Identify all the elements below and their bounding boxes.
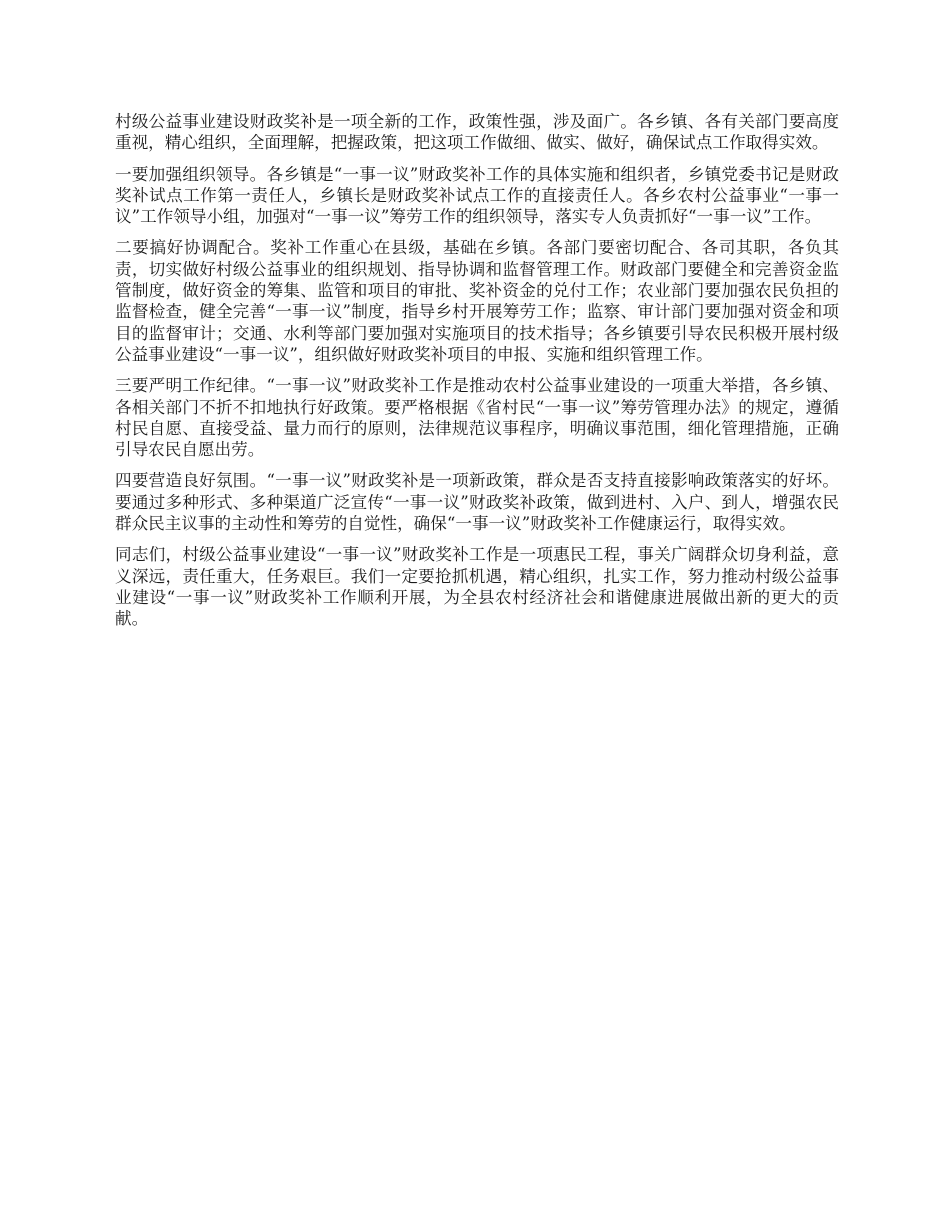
paragraph-discipline: 三要严明工作纪律。“一事一议”财政奖补工作是推动农村公益事业建设的一项重大举措，各乡镇、各相关部门不折不扣地执行好政策。要严格根据《省村民“一事一议”筹劳管理办法》的规定，遵循村民自愿、直接受益、量力而行的原则，法律规范议事程序，明确议事范围，细化管理措施，正确引导农民自愿出劳。 — [115, 376, 839, 460]
paragraph-atmosphere: 四要营造良好氛围。“一事一议”财政奖补是一项新政策，群众是否支持直接影响政策落实的好坏。要通过多种形式、多种渠道广泛宣传“一事一议”财政奖补政策，做到进村、入户、到人，增强农民群众民主议事的主动性和筹劳的自觉性，确保“一事一议”财政奖补工作健康运行，取得实效。 — [115, 471, 839, 534]
paragraph-intro: 村级公益事业建设财政奖补是一项全新的工作，政策性强，涉及面广。各乡镇、各有关部门要高度重视，精心组织，全面理解，把握政策，把这项工作做细、做实、做好，确保试点工作取得实效。 — [115, 112, 839, 153]
paragraph-coordination: 二要搞好协调配合。奖补工作重心在县级，基础在乡镇。各部门要密切配合、各司其职，各负其责，切实做好村级公益事业的组织规划、指导协调和监督管理工作。财政部门要健全和完善资金监管制度，做好资金的筹集、监管和项目的审批、奖补资金的兑付工作；农业部门要加强农民负担的监督检查，健全完善“一事一议”制度，指导乡村开展筹劳工作；监察、审计部门要加强对资金和项目的监督审计；交通、水利等部门要加强对实施项目的技术指导；各乡镇要引导农民积极开展村级公益事业建设“一事一议”，组织做好财政奖补项目的申报、实施和组织管理工作。 — [115, 238, 839, 364]
paragraph-organization-leadership: 一要加强组织领导。各乡镇是“一事一议”财政奖补工作的具体实施和组织者，乡镇党委书记是财政奖补试点工作第一责任人，乡镇长是财政奖补试点工作的直接责任人。各乡农村公益事业“一事一议”工作领导小组，加强对“一事一议”筹劳工作的组织领导，落实专人负责抓好“一事一议”工作。 — [115, 164, 839, 227]
paragraph-closing: 同志们，村级公益事业建设“一事一议”财政奖补工作是一项惠民工程，事关广阔群众切身利益，意义深远，责任重大，任务艰巨。我们一定要抢抓机遇，精心组织，扎实工作，努力推动村级公益事业建设“一事一议”财政奖补工作顺利开展，为全县农村经济社会和谐健康进展做出新的更大的贡献。 — [115, 545, 839, 629]
document-body — [115, 111, 839, 640]
